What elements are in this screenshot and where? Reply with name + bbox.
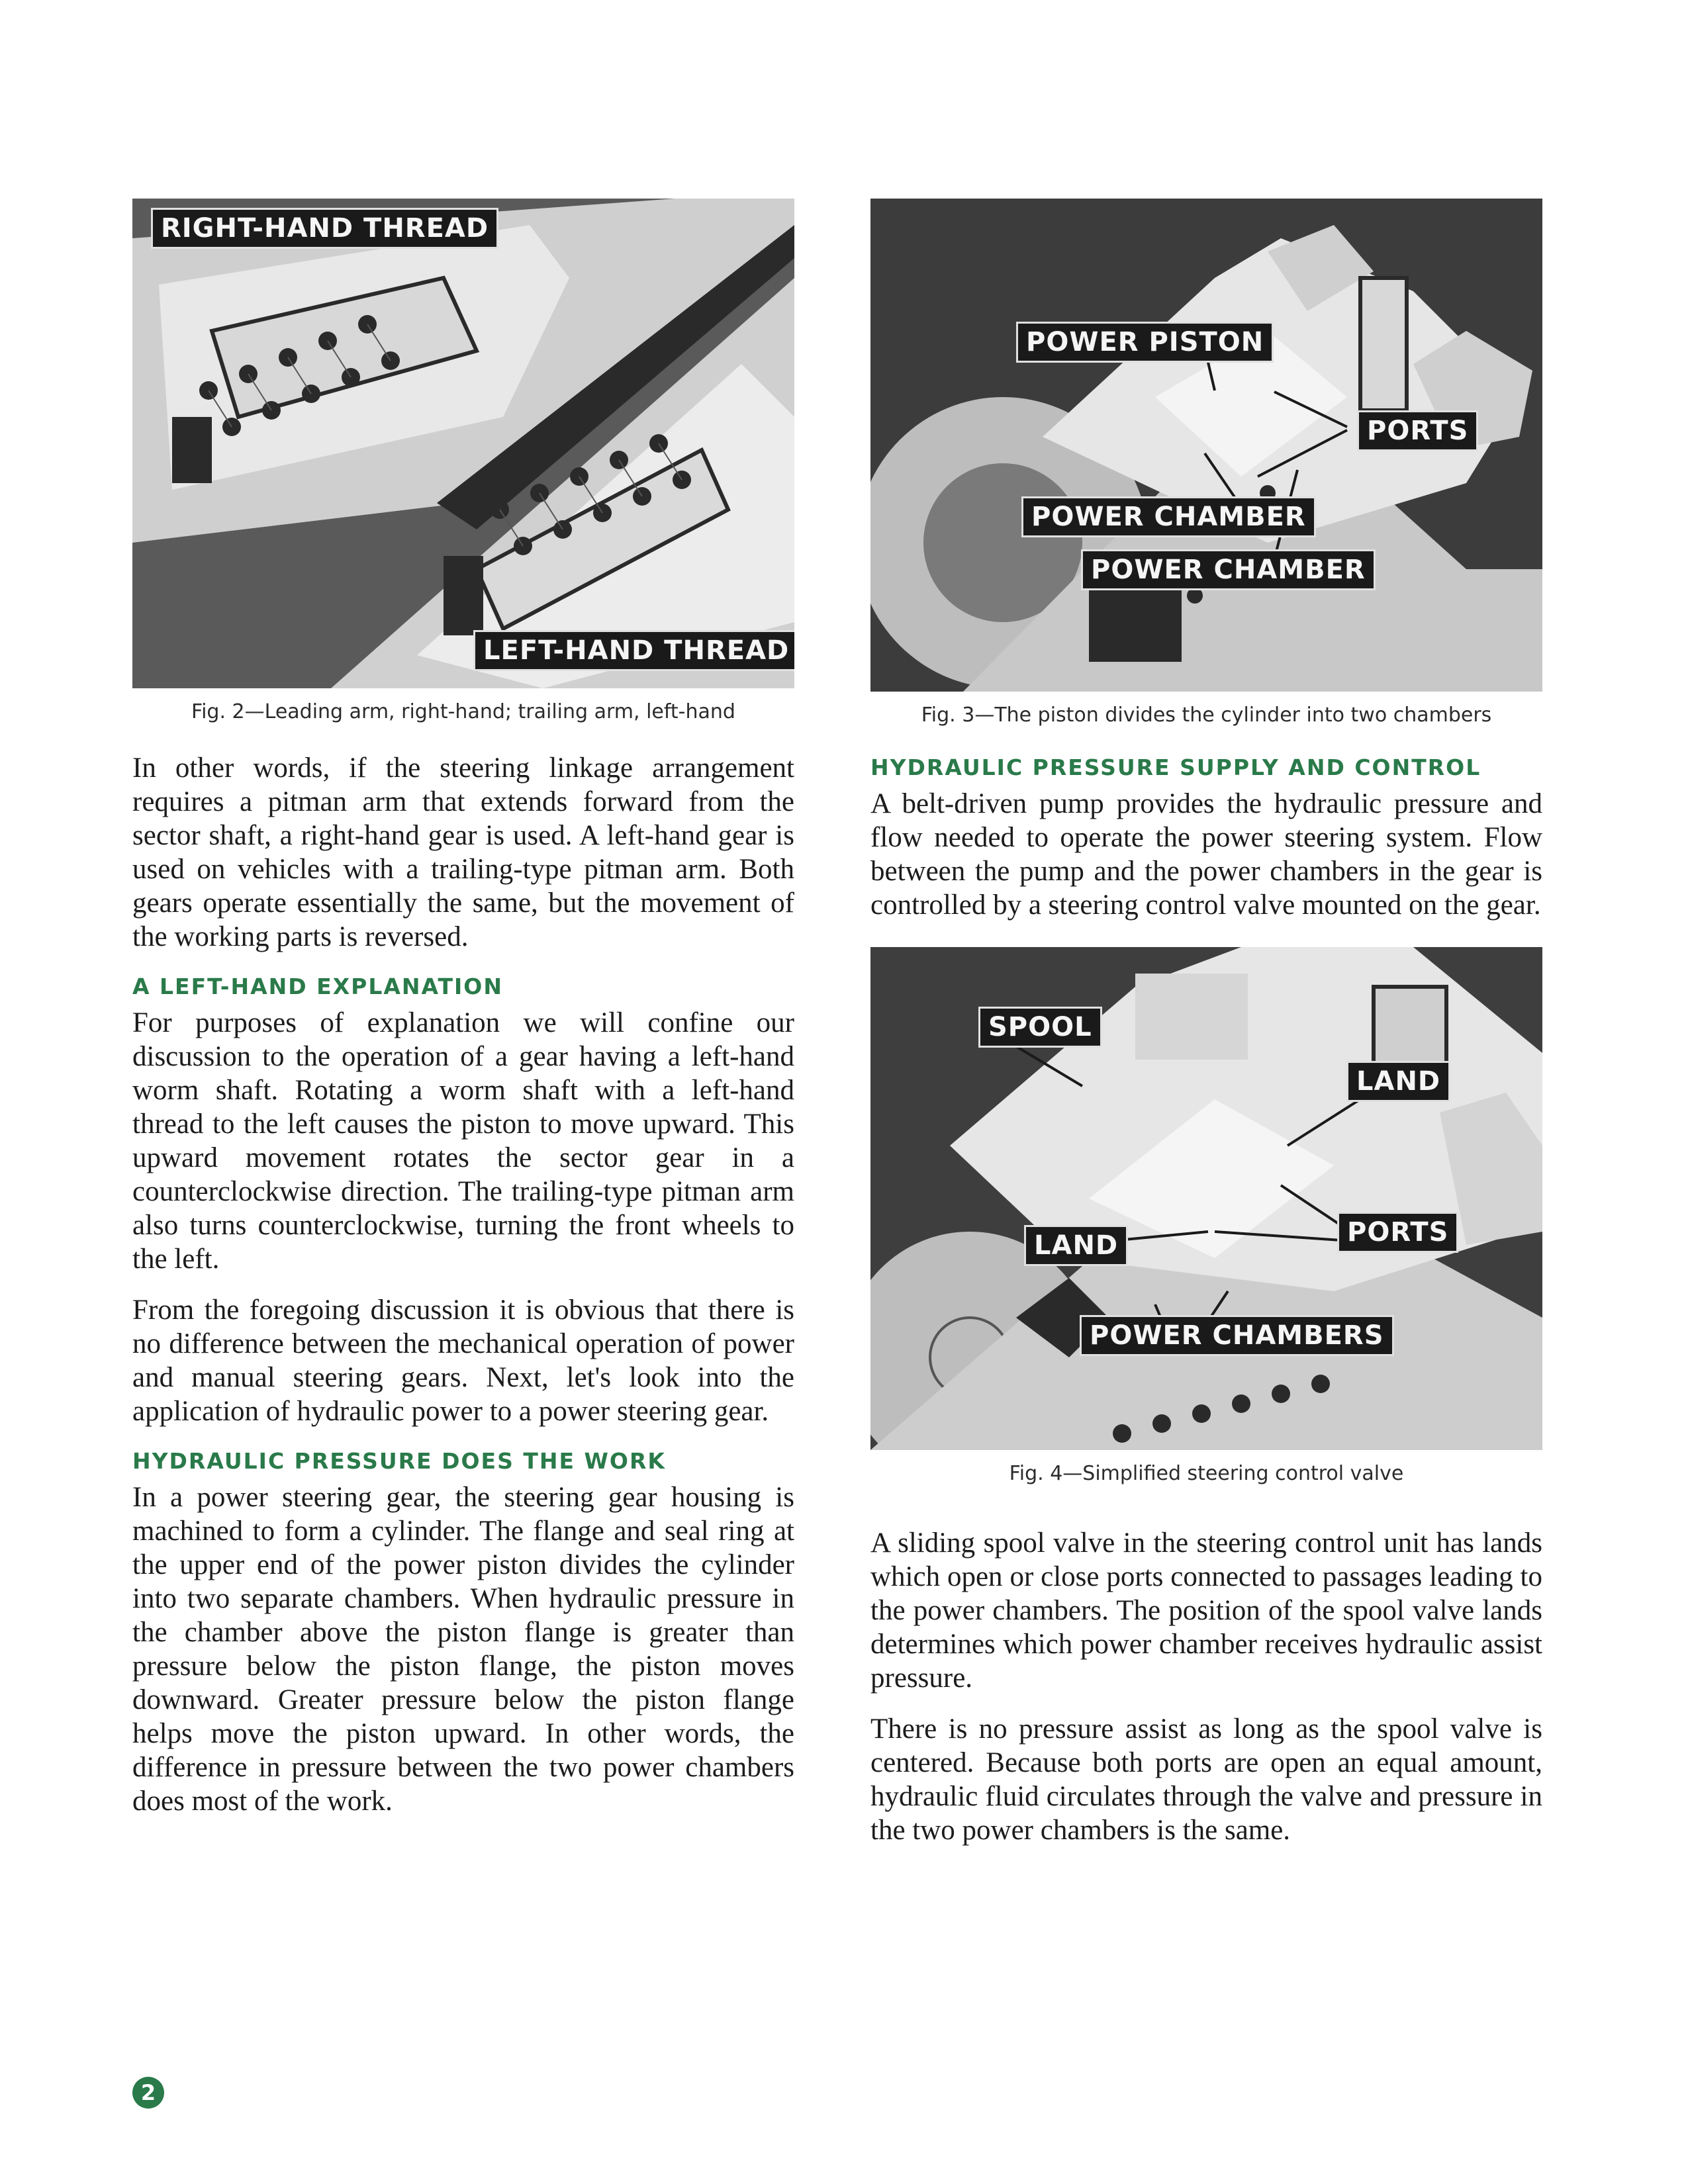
label-land-right: LAND bbox=[1346, 1061, 1450, 1102]
figure-4 bbox=[870, 947, 1542, 1450]
label-power-chamber-1: POWER CHAMBER bbox=[1021, 496, 1316, 537]
label-right-hand-thread: RIGHT-HAND THREAD bbox=[151, 208, 498, 249]
figure-3-caption: Fig. 3—The piston divides the cylinder into two chambers bbox=[921, 704, 1492, 727]
figure-2 bbox=[132, 199, 794, 688]
heading-hydraulic-pressure-work: HYDRAULIC PRESSURE DOES THE WORK bbox=[132, 1448, 666, 1474]
left-paragraph-1: In other words, if the steering linkage arrangement requires a pitman arm that extends forward from the sector shaft, a right-hand gear is used. A left-hand gear is used on vehicles with a trailing-type pitman arm. Both gears operate essentially the same, but the movement of the working parts is reversed. bbox=[132, 752, 794, 952]
figure-4-caption: Fig. 4—Simplified steering control valve bbox=[1009, 1462, 1404, 1485]
label-land-left: LAND bbox=[1024, 1225, 1128, 1266]
heading-pressure-supply-control: HYDRAULIC PRESSURE SUPPLY AND CONTROL bbox=[870, 754, 1481, 780]
label-spool: SPOOL bbox=[978, 1007, 1102, 1048]
figure-3 bbox=[870, 199, 1542, 692]
left-paragraph-2: For purposes of explanation we will confine our discussion to the operation of a gear having a left-hand worm shaft. Rotating a worm shaft with a left-hand thread to the left causes the piston to move upward. This upward movement rotates the sector gear in a counterclockwise direction. The trailing-type pitman arm also turns counterclockwise, turning the front wheels to the left. bbox=[132, 1007, 794, 1275]
label-power-chambers: POWER CHAMBERS bbox=[1080, 1315, 1394, 1356]
label-power-piston: POWER PISTON bbox=[1016, 322, 1274, 363]
heading-left-hand-explanation: A LEFT-HAND EXPLANATION bbox=[132, 974, 503, 999]
right-column bbox=[870, 199, 1542, 1864]
figure-4-illustration bbox=[870, 947, 1542, 1450]
left-paragraph-3: From the foregoing discussion it is obvious that there is no difference between the mechanical operation of power and manual steering gears. Next, let's look into the application of hydraulic power to a power steering gear. bbox=[132, 1295, 794, 1427]
left-column bbox=[132, 199, 794, 1835]
label-left-hand-thread: LEFT-HAND THREAD bbox=[473, 630, 794, 671]
figure-2-caption: Fig. 2—Leading arm, right-hand; trailing arm, left-hand bbox=[191, 700, 735, 723]
figure-2-illustration bbox=[132, 199, 794, 688]
page-number: 2 bbox=[132, 2077, 164, 2109]
right-paragraph-3: There is no pressure assist as long as the spool valve is centered. Because both ports are open an equal amount, hydraulic fluid circulates through the valve and pressure in the two power chambers is the same. bbox=[870, 1713, 1542, 1846]
left-paragraph-4: In a power steering gear, the steering gear housing is machined to form a cylinder. The flange and seal ring at the upper end of the power piston divides the cylinder into two separate chambers. When hydraulic pressure in the chamber above the piston flange is greater than pressure below the piston flange, the piston moves downward. Greater pressure below the piston flange helps move the piston upward. In other words, the difference in pressure between the two power chambers does most of the work. bbox=[132, 1482, 794, 1817]
label-ports: PORTS bbox=[1337, 1212, 1458, 1253]
right-paragraph-1: A belt-driven pump provides the hydraulic pressure and flow needed to operate the power steering system. Flow between the pump and the power chambers in the gear is controlled by a steering control valve mounted on the gear. bbox=[870, 788, 1542, 921]
label-ports: PORTS bbox=[1357, 410, 1478, 451]
label-power-chamber-2: POWER CHAMBER bbox=[1081, 549, 1376, 590]
right-paragraph-2: A sliding spool valve in the steering control unit has lands which open or close ports connected to passages leading to the power chambers. The position of the spool valve lands determines which power chamber receives hydraulic assist pressure. bbox=[870, 1527, 1542, 1694]
